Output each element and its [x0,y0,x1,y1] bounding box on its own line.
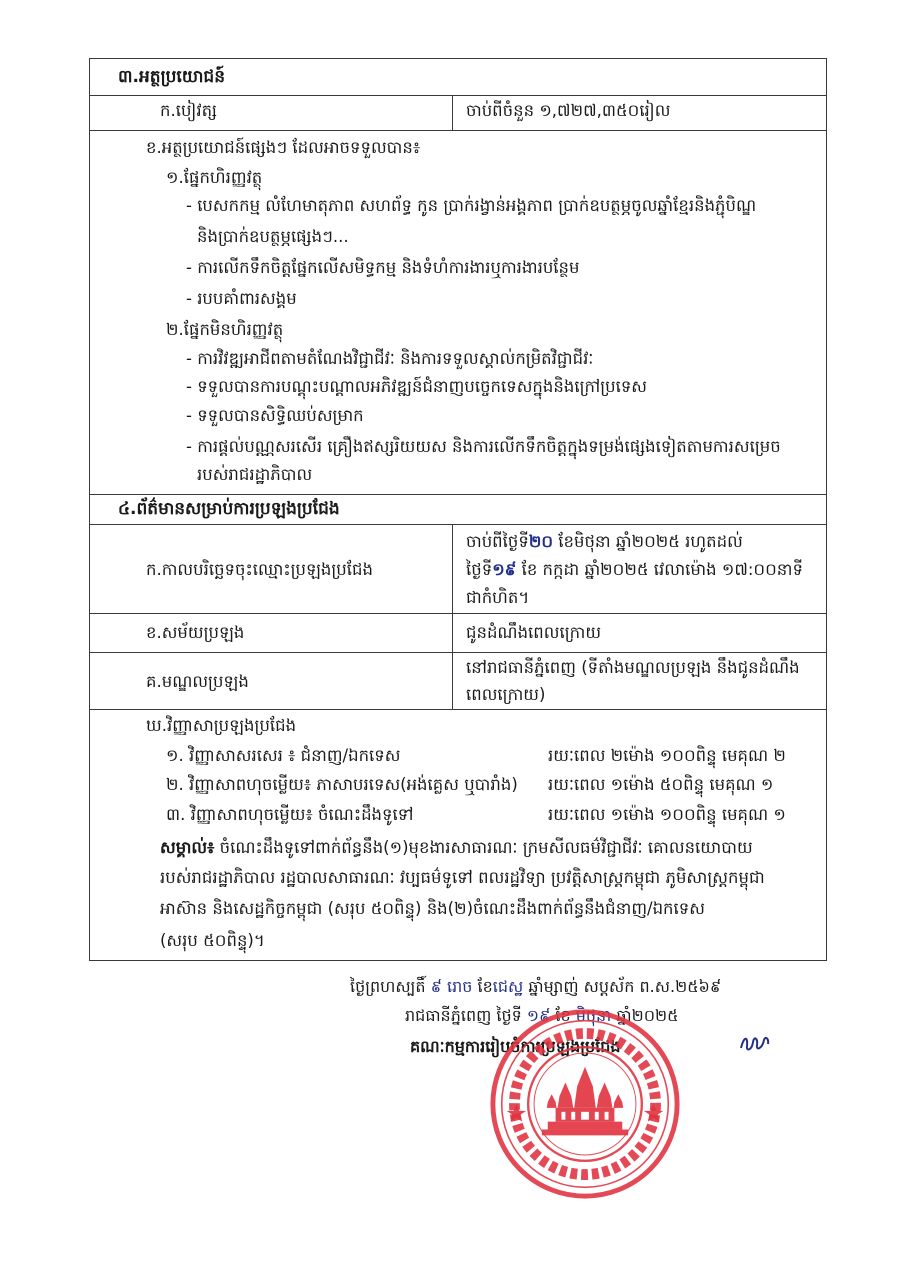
exam-center-value: ពេលក្រោយ) [466,685,546,704]
note-line: របស់រាជរដ្ឋាភិបាល រដ្ឋបាលសាធារណៈ វប្បធម៌ទូទៅ ពលរដ្ឋវិទ្យា ប្រវត្តិសាស្ត្រកម្ពុជា ភូមិសាស្ត្រកម្ពុជា [160,868,765,887]
handwritten-lunar-day: ៩ រោច [430,977,473,996]
divider [89,652,827,653]
divider [89,494,827,495]
committee-name: គណៈកម្មការរៀបចំការប្រឡងប្រជែង [410,1037,621,1056]
column-divider [452,524,453,709]
other-benefits-title: ខ.អត្ថប្រយោជន៍ផ្សេងៗ ដែលអាចទទួលបាន៖ [146,138,421,157]
list-item: - ទទួលបានការបណ្តុះបណ្តាលអភិវឌ្ឍន៍ជំនាញបច្ចេកទេសក្នុងនិងក្រៅប្រទេស [186,377,648,396]
exam-center-value: នៅរាជធានីភ្នំពេញ (ទីតាំងមណ្ឌលប្រឡង នឹងជូនដំណឹង [466,658,800,677]
registration-label: ក.កាលបរិច្ឆេទចុះឈ្មោះប្រឡងប្រជែង [146,560,373,579]
registration-value-line3: ជាកំហិត។ [466,588,530,607]
list-item: និងប្រាក់ឧបត្ថម្ភផ្សេងៗ... [197,227,349,246]
subject-name: ៣. វិញ្ញាសាពហុចម្លើយ៖ ចំណេះដឹងទូទៅ [166,805,414,824]
registration-value-line2: ថ្ងៃទី១៩ ខែ កក្កដា ឆ្នាំ២០២៥ វេលាម៉ោង ១៧:០០នាទី [466,560,803,579]
exam-date-label: ខ.សម័យប្រឡង [146,623,245,642]
list-item: របស់រាជរដ្ឋាភិបាល [197,465,313,484]
divider [89,613,827,614]
note-line: (សរុប ៥០ពិន្ទុ)។ [160,931,265,950]
subject-duration: រយៈពេល ១ម៉ោង ៥០ពិន្ទុ មេគុណ ១ [548,775,774,794]
handwritten-day: ១៩ [526,1006,551,1025]
registration-end-day: ១៩ [492,560,517,579]
note-label: សម្គាល់៖ [160,838,215,857]
divider [89,524,827,525]
salary-label: ក.បៀវត្ស [160,101,217,120]
handwritten-lunar-month: ជេស្ឋ [492,977,524,996]
signature-scribble-icon [738,1030,772,1056]
exam-date-value: ជូនដំណឹងពេលក្រោយ [466,623,602,642]
nonfinancial-title: ២.ផ្នែកមិនហិរញ្ញវត្ថុ [166,320,284,339]
subject-name: ១. វិញ្ញាសាសរសេរ ៖ ជំនាញ/ឯកទេស [166,746,401,765]
divider [89,95,827,96]
handwritten-month: មិថុនា [575,1006,612,1025]
subject-duration: រយៈពេល ២ម៉ោង ១០០ពិន្ទុ មេគុណ ២ [548,746,786,765]
place-date: រាជធានីភ្នំពេញ ថ្ងៃទី ១៩ ខែ មិថុនា ឆ្នាំ២០២៥ [405,1006,679,1025]
registration-value-line1: ចាប់ពីថ្ងៃទី២០ ខែមិថុនា ឆ្នាំ២០២៥ រហូតដល់ [466,532,743,551]
financial-title: ១.ផ្នែកហិរញ្ញវត្ថុ [166,168,263,187]
list-item: - របបគាំពារសង្គម [186,289,297,308]
benefits-title: ៣.អត្ថប្រយោជន៍ [118,67,225,87]
exam-center-label: គ.មណ្ឌលប្រឡង [146,672,249,691]
divider [89,130,827,131]
divider [89,709,827,710]
subject-name: ២. វិញ្ញាសាពហុចម្លើយ៖ ភាសាបរទេស(អង់គ្លេស ឬបារាំង) [166,775,518,794]
list-item: - ការផ្តល់បណ្ណសរសើរ គ្រឿងឥស្សរិយយស និងការលើកទឹកចិត្តក្នុងទម្រង់ផ្សេងទៀតតាមការសម្រេច [186,437,781,456]
salary-value: ចាប់ពីចំនួន ១,៧២៧,៣៥០រៀល [466,101,671,120]
official-seal-icon [487,1006,683,1202]
list-item: - ការលើកទឹកចិត្តផ្នែកលើសមិទ្ធកម្ម និងទំហំការងារឬការងារបន្ថែម [186,258,580,277]
subject-duration: រយៈពេល ១ម៉ោង ១០០ពិន្ទុ មេគុណ ១ [548,805,786,824]
list-item: - បេសកកម្ម លំហែមាតុភាព សហព័ទ្ធ កូន ប្រាក់រង្វាន់អង្គភាព ប្រាក់ឧបត្ថម្ភចូលឆ្នាំខ្មែរនិងភ្ជុំបិណ្ឌ [186,196,757,215]
registration-start-day: ២០ [528,532,554,551]
list-item: - ទទួលបានសិទ្ធិឈប់សម្រាក [186,406,364,425]
note-line: សម្គាល់៖ ចំណេះដឹងទូទៅពាក់ព័ន្ធនឹង(១)មុខងារសាធារណៈ ក្រមសីលធម៌វិជ្ជាជីវៈ គោលនយោបាយ [160,838,753,857]
list-item: - ការវិវឌ្ឍអាជីពតាមតំណែងវិជ្ជាជីវៈ និងការទទួលស្គាល់កម្រិតវិជ្ជាជីវៈ [186,349,594,368]
exam-info-title: ៤.ព័ត៌មានសម្រាប់ការប្រឡងប្រជែង [118,499,340,519]
column-divider [452,95,453,130]
note-line: អាស៊ាន និងសេដ្ឋកិច្ចកម្ពុជា (សរុប ៥០ពិន្ទុ) និង(២)ចំណេះដឹងពាក់ព័ន្ធនឹងជំនាញ/ឯកទេស [160,899,705,918]
subjects-title: ឃ.វិញ្ញាសាប្រឡងប្រជែង [146,716,297,735]
lunar-date: ថ្ងៃព្រហស្បតិ៍ ៩ រោច ខែជេស្ឋ ឆ្នាំម្សាញ់ សប្តស័ក ព.ស.២៥៦៩ [350,977,722,996]
